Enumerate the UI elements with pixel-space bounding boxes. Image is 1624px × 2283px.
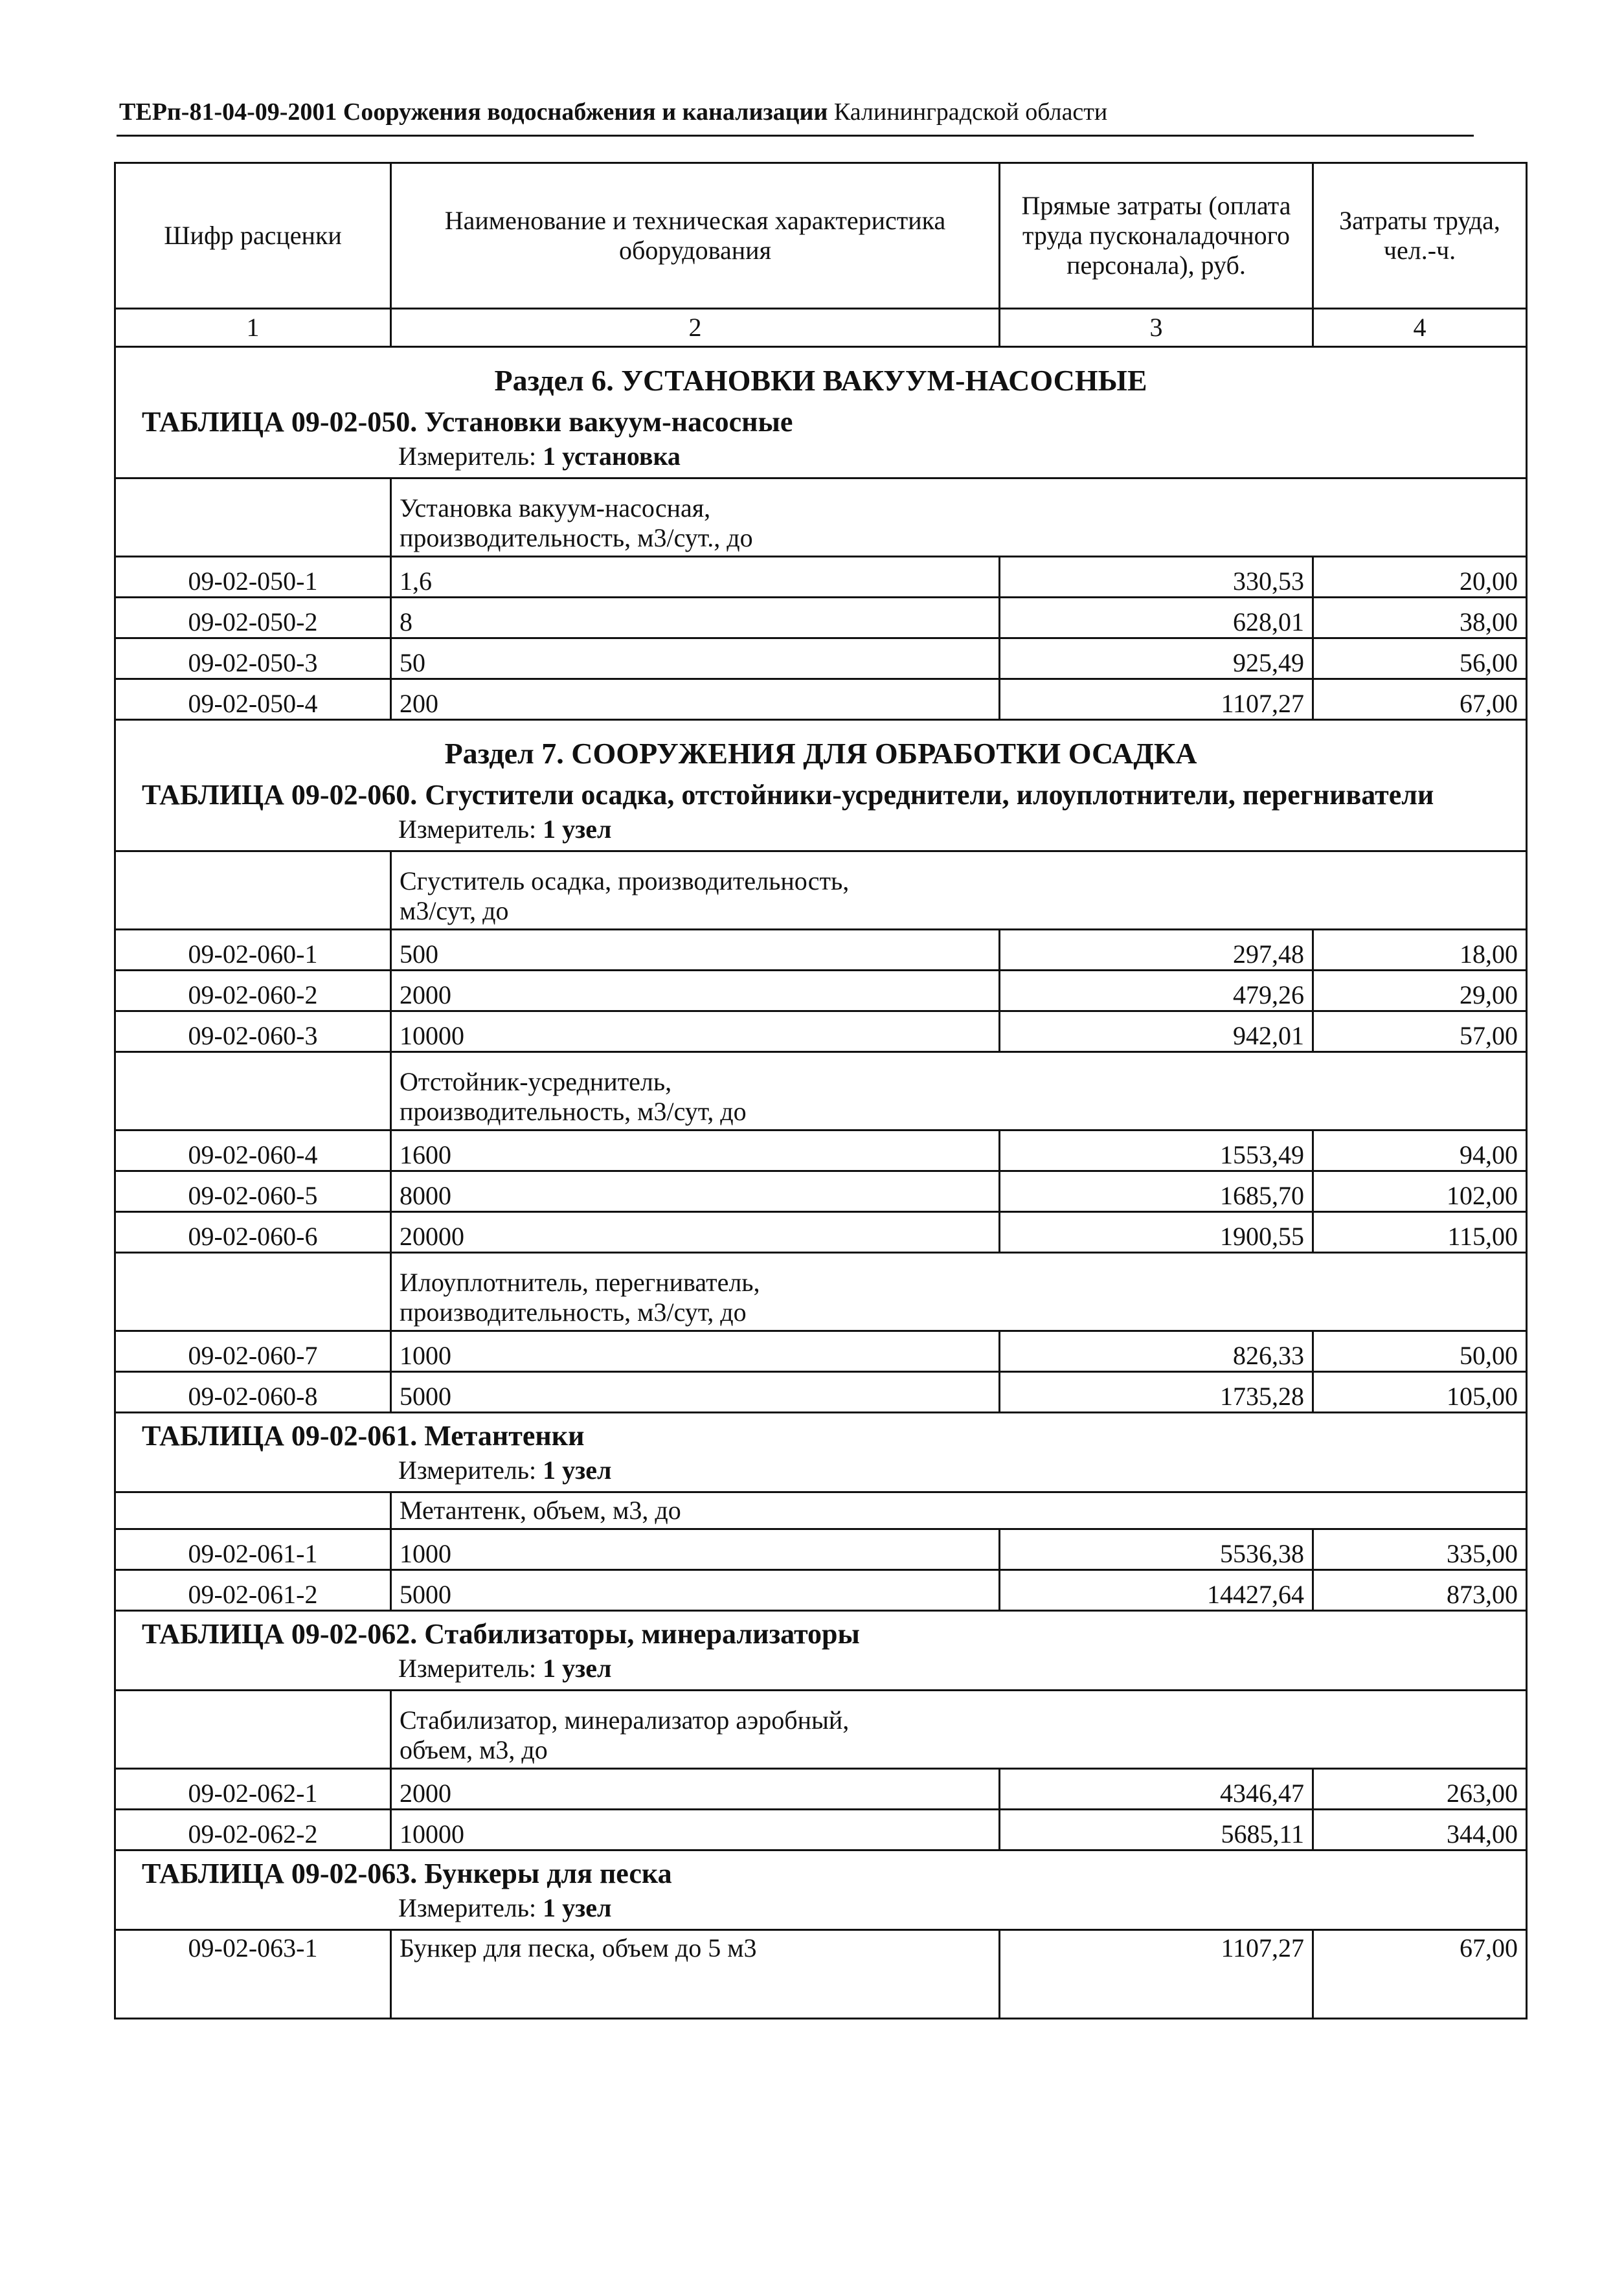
rate-code: 09-02-062-2 (115, 1810, 391, 1850)
table-row (115, 1810, 1527, 1850)
column-number-4: 4 (1313, 309, 1527, 347)
rate-labor: 50,00 (1313, 1331, 1527, 1372)
table-row (115, 1130, 1527, 1171)
rate-characteristic: 50 (391, 638, 1000, 679)
group-description (391, 1691, 1527, 1769)
table-code: ТАБЛИЦА 09-02-061. (142, 1420, 418, 1452)
rate-labor: 105,00 (1313, 1372, 1527, 1413)
table-code: ТАБЛИЦА 09-02-060. (142, 779, 418, 811)
table-name: Установки вакуум-насосные (424, 406, 793, 438)
rate-characteristic: 8 (391, 598, 1000, 638)
group-description (391, 1492, 1527, 1529)
column-number-row (115, 309, 1527, 347)
rate-labor: 20,00 (1313, 557, 1527, 598)
rate-code: 09-02-060-8 (115, 1372, 391, 1413)
table-title (116, 1413, 1526, 1454)
column-number-3: 3 (1000, 309, 1313, 347)
column-number-1: 1 (115, 309, 391, 347)
rate-code: 09-02-063-1 (115, 1930, 391, 2019)
rate-cost: 1685,70 (1000, 1171, 1313, 1212)
rate-cost: 1107,27 (1000, 679, 1313, 720)
column-header-cost: Прямые затраты (оплата труда пусконаладочного персонала), руб. (1000, 163, 1313, 309)
section-block (115, 720, 1527, 851)
section-title: Раздел 7. СООРУЖЕНИЯ ДЛЯ ОБРАБОТКИ ОСАДКА (444, 737, 1197, 770)
measure-prefix: Измеритель: (398, 442, 537, 471)
group-description-spacer (115, 851, 391, 930)
rate-code: 09-02-050-2 (115, 598, 391, 638)
measure-prefix: Измеритель: (398, 1893, 537, 1922)
section-6-cell (115, 347, 1527, 478)
table-row (115, 679, 1527, 720)
table-name: Сгустители осадка, отстойники-усреднители, илоуплотнители, перегниватели (425, 779, 1434, 811)
measure-unit: 1 узел (543, 1893, 612, 1922)
group-description (391, 851, 1527, 930)
rate-labor: 38,00 (1313, 598, 1527, 638)
rate-cost: 1553,49 (1000, 1130, 1313, 1171)
table-row (115, 1930, 1527, 2019)
rate-characteristic: 200 (391, 679, 1000, 720)
rate-code: 09-02-060-1 (115, 930, 391, 971)
running-header (119, 97, 1472, 127)
measure-line (116, 1454, 1526, 1491)
table-row (115, 1570, 1527, 1611)
table-block (115, 1850, 1527, 1930)
rate-code: 09-02-050-4 (115, 679, 391, 720)
rate-cost: 1900,55 (1000, 1212, 1313, 1253)
measure-prefix: Измеритель: (398, 1654, 537, 1683)
table-title (116, 1612, 1526, 1652)
section-block (115, 347, 1527, 478)
group-description (391, 1253, 1527, 1331)
table-row (115, 1529, 1527, 1570)
group-description-line: Метантенк, объем, м3, до (400, 1496, 681, 1525)
rate-labor: 263,00 (1313, 1769, 1527, 1810)
group-description-row (115, 478, 1527, 557)
rate-cost: 479,26 (1000, 971, 1313, 1011)
rate-characteristic: 8000 (391, 1171, 1000, 1212)
rate-cost: 826,33 (1000, 1331, 1313, 1372)
rate-labor: 57,00 (1313, 1011, 1527, 1052)
rate-cost: 5536,38 (1000, 1529, 1313, 1570)
rate-characteristic: 1,6 (391, 557, 1000, 598)
rate-labor: 115,00 (1313, 1212, 1527, 1253)
rate-characteristic: 10000 (391, 1011, 1000, 1052)
rates-sheet (114, 162, 1526, 2019)
column-header-name: Наименование и техническая характеристика оборудования (391, 163, 1000, 309)
group-description-line: Отстойник-усреднитель, (400, 1067, 672, 1096)
group-description-line: производительность, м3/сут, до (400, 1298, 747, 1327)
rate-labor: 67,00 (1313, 1930, 1527, 2019)
rate-cost: 628,01 (1000, 598, 1313, 638)
table-code: ТАБЛИЦА 09-02-050. (142, 406, 418, 438)
rate-cost: 1735,28 (1000, 1372, 1313, 1413)
rate-characteristic: 1000 (391, 1529, 1000, 1570)
measure-line (116, 1652, 1526, 1689)
table-block (115, 1611, 1527, 1691)
table-row (115, 1372, 1527, 1413)
rate-cost: 942,01 (1000, 1011, 1313, 1052)
group-description-line: производительность, м3/сут, до (400, 1097, 747, 1126)
rate-characteristic: 10000 (391, 1810, 1000, 1850)
section-7-cell (115, 720, 1527, 851)
group-description (391, 1052, 1527, 1130)
rate-characteristic: 2000 (391, 971, 1000, 1011)
rate-labor: 344,00 (1313, 1810, 1527, 1850)
group-description-line: объем, м3, до (400, 1735, 548, 1764)
rate-code: 09-02-060-6 (115, 1212, 391, 1253)
table-title (116, 1851, 1526, 1891)
rate-characteristic: 500 (391, 930, 1000, 971)
table-name: Метантенки (424, 1420, 585, 1452)
column-header-labor: Затраты труда, чел.-ч. (1313, 163, 1527, 309)
rate-labor: 56,00 (1313, 638, 1527, 679)
table-block (115, 1413, 1527, 1492)
rate-code: 09-02-061-2 (115, 1570, 391, 1611)
table-name: Бункеры для песка (424, 1858, 672, 1889)
table-row (115, 1212, 1527, 1253)
table-row (115, 1331, 1527, 1372)
group-description-spacer (115, 1052, 391, 1130)
rate-characteristic: 5000 (391, 1372, 1000, 1413)
table-row (115, 1171, 1527, 1212)
rate-characteristic: 2000 (391, 1769, 1000, 1810)
group-description-line: Сгуститель осадка, производительность, (400, 866, 850, 895)
group-description-spacer (115, 1691, 391, 1769)
table-061-cell (115, 1413, 1527, 1492)
table-code: ТАБЛИЦА 09-02-063. (142, 1858, 418, 1889)
rate-cost: 297,48 (1000, 930, 1313, 971)
rate-code: 09-02-061-1 (115, 1529, 391, 1570)
table-title (116, 399, 1526, 440)
group-description-row (115, 1052, 1527, 1130)
group-description-row (115, 851, 1527, 930)
rate-characteristic: Бункер для песка, объем до 5 м3 (391, 1930, 1000, 2019)
rate-labor: 94,00 (1313, 1130, 1527, 1171)
rate-cost: 5685,11 (1000, 1810, 1313, 1850)
group-description-line: Установка вакуум-насосная, (400, 493, 711, 523)
rates-table (114, 162, 1528, 2019)
group-description-spacer (115, 478, 391, 557)
rate-code: 09-02-060-7 (115, 1331, 391, 1372)
running-header-region: Калининградской области (828, 98, 1108, 126)
column-header-code: Шифр расценки (115, 163, 391, 309)
rate-characteristic: 20000 (391, 1212, 1000, 1253)
header-rule (117, 135, 1474, 137)
rate-code: 09-02-062-1 (115, 1769, 391, 1810)
table-row (115, 638, 1527, 679)
rate-characteristic: 1000 (391, 1331, 1000, 1372)
measure-unit: 1 узел (543, 815, 612, 844)
rate-labor: 18,00 (1313, 930, 1527, 971)
group-description-row (115, 1691, 1527, 1769)
group-description-row (115, 1492, 1527, 1529)
rate-cost: 4346,47 (1000, 1769, 1313, 1810)
section-title: Раздел 6. УСТАНОВКИ ВАКУУМ-НАСОСНЫЕ (494, 364, 1147, 397)
rate-cost: 14427,64 (1000, 1570, 1313, 1611)
running-header-doc-code: ТЕРп-81-04-09-2001 Сооружения водоснабжения и канализации (119, 98, 828, 126)
rate-labor: 873,00 (1313, 1570, 1527, 1611)
rate-code: 09-02-060-4 (115, 1130, 391, 1171)
table-row (115, 557, 1527, 598)
table-063-cell (115, 1850, 1527, 1930)
rate-labor: 102,00 (1313, 1171, 1527, 1212)
rate-code: 09-02-050-3 (115, 638, 391, 679)
table-title (116, 772, 1526, 813)
group-description-spacer (115, 1492, 391, 1529)
measure-prefix: Измеритель: (398, 1456, 537, 1485)
table-code: ТАБЛИЦА 09-02-062. (142, 1618, 418, 1650)
table-row (115, 1011, 1527, 1052)
column-header-row (115, 163, 1527, 309)
rate-code: 09-02-060-3 (115, 1011, 391, 1052)
table-name: Стабилизаторы, минерализаторы (424, 1618, 860, 1650)
group-description (391, 478, 1527, 557)
table-row (115, 930, 1527, 971)
table-062-cell (115, 1611, 1527, 1691)
rate-code: 09-02-060-5 (115, 1171, 391, 1212)
group-description-row (115, 1253, 1527, 1331)
table-row (115, 1769, 1527, 1810)
rate-code: 09-02-060-2 (115, 971, 391, 1011)
measure-line (116, 440, 1526, 477)
measure-line (116, 1891, 1526, 1929)
rate-characteristic: 1600 (391, 1130, 1000, 1171)
rate-labor: 29,00 (1313, 971, 1527, 1011)
group-description-line: м3/сут, до (400, 896, 509, 925)
group-description-line: производительность, м3/сут., до (400, 523, 753, 552)
rate-cost: 925,49 (1000, 638, 1313, 679)
rate-labor: 67,00 (1313, 679, 1527, 720)
rate-cost: 1107,27 (1000, 1930, 1313, 2019)
rate-code: 09-02-050-1 (115, 557, 391, 598)
measure-line (116, 813, 1526, 850)
group-description-spacer (115, 1253, 391, 1331)
table-row (115, 971, 1527, 1011)
group-description-line: Илоуплотнитель, перегниватель, (400, 1268, 760, 1297)
measure-unit: 1 установка (543, 442, 681, 471)
column-number-2: 2 (391, 309, 1000, 347)
table-row (115, 598, 1527, 638)
rate-labor: 335,00 (1313, 1529, 1527, 1570)
measure-unit: 1 узел (543, 1654, 612, 1683)
rate-characteristic: 5000 (391, 1570, 1000, 1611)
measure-unit: 1 узел (543, 1456, 612, 1485)
measure-prefix: Измеритель: (398, 815, 537, 844)
rate-cost: 330,53 (1000, 557, 1313, 598)
group-description-line: Стабилизатор, минерализатор аэробный, (400, 1705, 850, 1735)
